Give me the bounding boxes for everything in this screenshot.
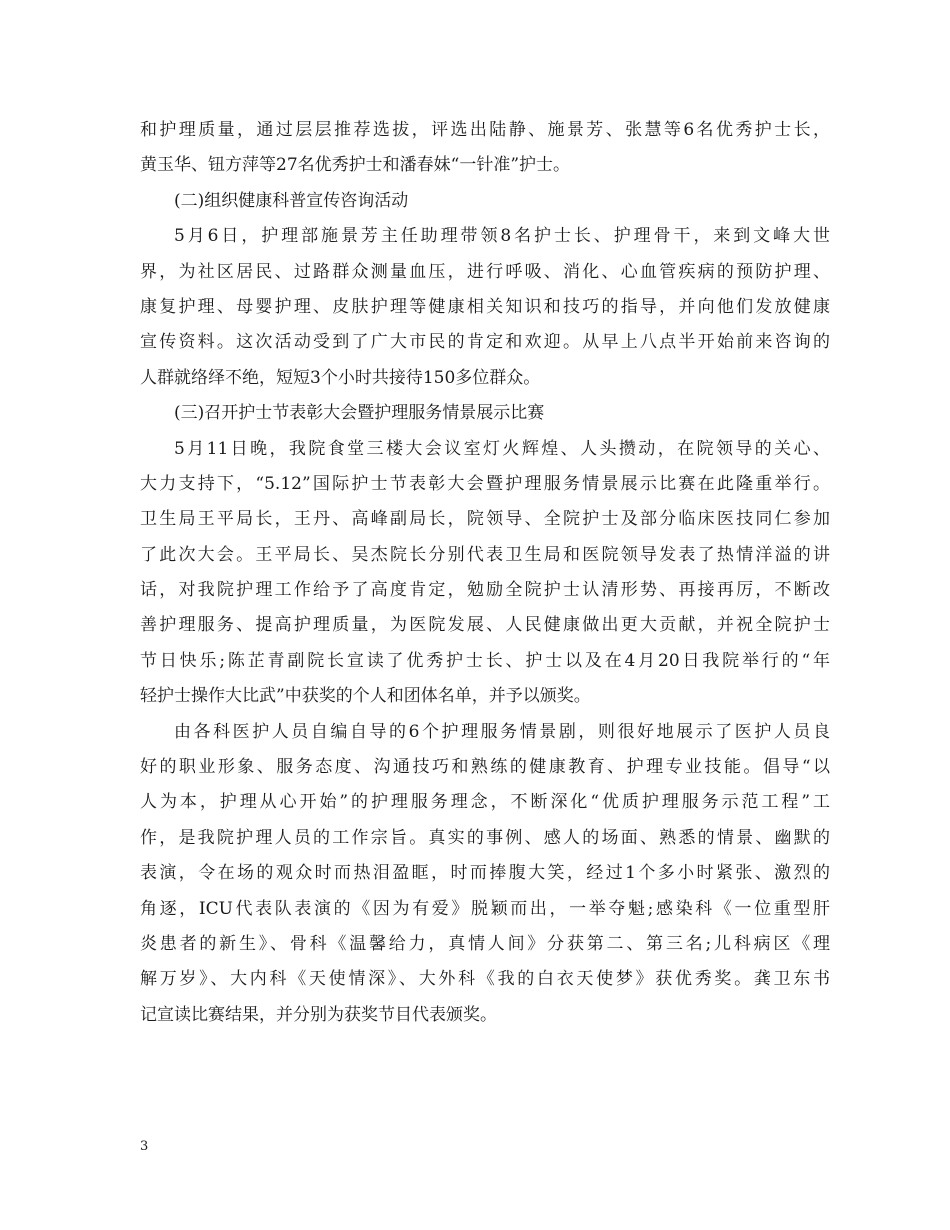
text-line: 了此次大会。王平局长、吴杰院长分别代表卫生局和医院领导发表了热情洋溢的讲 [140,544,830,565]
text-line: 康复护理、母婴护理、皮肤护理等健康相关知识和技巧的指导，并向他们发放健康 [140,296,830,317]
text-line: (二)组织健康科普宣传咨询活动 [174,190,409,211]
text-line: 宣传资料。这次活动受到了广大市民的肯定和欢迎。从早上八点半开始前来咨询的 [140,332,830,353]
text-line: 黄玉华、钮方萍等27名优秀护士和潘春妹“一针准”护士。 [140,155,571,176]
text-line: 5月6日，护理部施景芳主任助理带领8名护士长、护理骨干，来到文峰大世 [174,226,830,247]
text-line: 炎患者的新生》、骨科《温馨给力，真情人间》分获第二、第三名;儿科病区《理 [140,933,830,954]
text-line: 解万岁》、大内科《天使情深》、大外科《我的白衣天使梦》获优秀奖。龚卫东书 [140,969,830,990]
text-line: 轻护士操作大比武”中获奖的个人和团体名单，并予以颁奖。 [140,686,591,707]
text-line: 作，是我院护理人员的工作宗旨。真实的事例、感人的场面、熟悉的情景、幽默的 [140,827,830,848]
text-line: 善护理服务、提高护理质量，为医院发展、人民健康做出更大贡献，并祝全院护士 [140,615,830,636]
text-line: 话，对我院护理工作给予了高度肯定，勉励全院护士认清形势、再接再厉，不断改 [140,580,830,601]
text-line: 角逐，ICU代表队表演的《因为有爱》脱颖而出，一举夺魁;感染科《一位重型肝 [140,898,830,919]
text-line: 节日快乐;陈芷青副院长宣读了优秀护士长、护士以及在4月20日我院举行的“年 [140,650,830,671]
text-line: 大力支持下，“5.12”国际护士节表彰大会暨护理服务情景展示比赛在此隆重举行。 [140,473,830,494]
text-line: 人为本，护理从心开始”的护理服务理念，不断深化“优质护理服务示范工程”工 [140,792,830,813]
text-line: 由各科医护人员自编自导的6个护理服务情景剧，则很好地展示了医护人员良 [174,721,830,742]
text-line: 记宣读比赛结果，并分别为获奖节目代表颁奖。 [140,1004,497,1025]
document-body [140,113,830,1033]
text-line: 界，为社区居民、过路群众测量血压，进行呼吸、消化、心血管疾病的预防护理、 [140,261,830,282]
text-line: 表演，令在场的观众时而热泪盈眶，时而捧腹大笑，经过1个多小时紧张、激烈的 [140,863,830,884]
text-line: (三)召开护士节表彰大会暨护理服务情景展示比赛 [174,403,545,424]
text-line: 好的职业形象、服务态度、沟通技巧和熟练的健康教育、护理专业技能。倡导“以 [140,757,830,778]
text-line: 和护理质量，通过层层推荐选拔，评选出陆静、施景芳、张慧等6名优秀护士长， [140,120,830,140]
page-number: 3 [140,1139,149,1154]
text-line: 卫生局王平局长，王丹、高峰副局长，院领导、全院护士及部分临床医技同仁参加 [140,509,830,530]
text-line: 5月11日晚，我院食堂三楼大会议室灯火辉煌、人头攒动，在院领导的关心、 [174,438,830,459]
text-line: 人群就络绎不绝，短短3个小时共接待150多位群众。 [140,367,541,388]
